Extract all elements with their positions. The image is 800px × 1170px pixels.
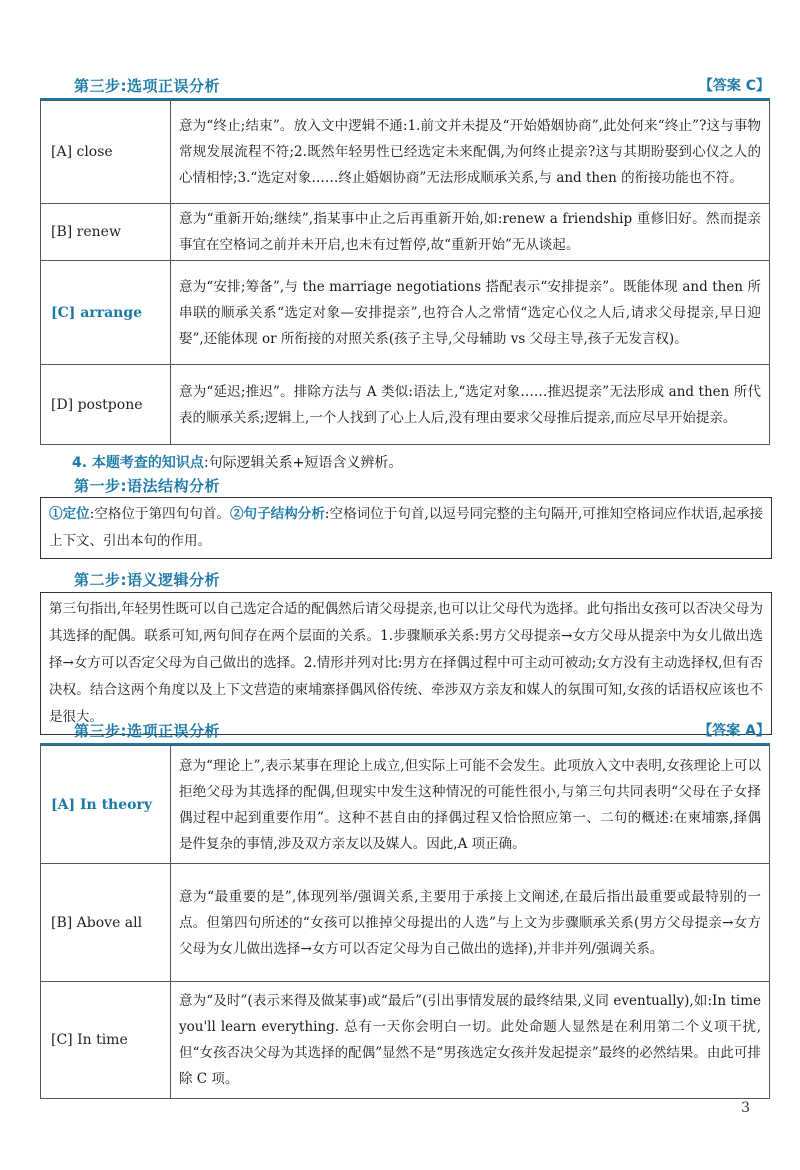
knowledge-point [72,452,402,472]
page-number: 3 [741,1100,750,1116]
option-description: 意为“及时”(表示来得及做某事)或“最后”(引出事情发展的最终结果,义同 eventually),如:In time you'll learn everything. 总有一天你会明白一切。此处命题人显然是在利用第二个义项干扰,但“女孩否决父母为其选择的配偶”显然不是“男孩选定女孩并发起提亲”最终的必然结果。由此可排除 C 项。 [171,982,770,1099]
option-label: [C] In time [41,982,171,1099]
step2-box [40,592,772,735]
section3-step-title: 第三步:选项正误分析 [74,721,220,740]
section3-header [40,717,770,743]
step1-text-position: :空格位于第四句句首。 [89,506,230,522]
section3-answer: 【答案 A】 [698,723,770,739]
table-row [41,365,770,445]
section1-header [40,72,770,98]
table-row [41,746,770,864]
option-label-correct: [C] arrange [41,261,171,365]
step1-text-structure: :空格词位于句首,以逗号同完整的主句隔开,可推知空格词应作状语,起承接上下文、引出本句的作用。 [49,506,764,549]
knowledge-point-text: :句际逻辑关系+短语含义辨析。 [203,455,403,471]
option-label-correct: [A] In theory [41,746,171,864]
option-description: 意为“重新开始;继续”,指某事中止之后再重新开始,如:renew a friendship 重修旧好。然而提亲事宜在空格词之前并未开启,也未有过暂停,故“重新开始”无从谈起。 [171,204,770,261]
step1-box [40,497,772,559]
section3-options-table [40,745,770,1099]
option-description: 意为“延迟;推迟”。排除方法与 A 类似:语法上,“选定对象……推迟提亲”无法形成 and then 所代表的顺承关系;逻辑上,一个人找到了心上人后,没有理由要求父母推后提亲,而应尽早开始提亲。 [171,365,770,445]
step1-title: 第一步:语法结构分析 [74,476,220,495]
option-description: 意为“终止;结束”。放入文中逻辑不通:1.前文并未提及“开始婚姻协商”,此处何来“终止”?这与事物常规发展流程不符;2.既然年轻男性已经选定未来配偶,为何终止提亲?这与其期盼娶到心仪之人的心情相悖;3.“选定对象……终止婚姻协商”无法形成顺承关系,与 and then 的衔接功能也不符。 [171,101,770,204]
step2-title: 第二步:语义逻辑分析 [74,570,220,589]
step1-highlight-position: ①定位 [49,506,90,522]
section1-step-title: 第三步:选项正误分析 [74,76,220,95]
option-description: 意为“理论上”,表示某事在理论上成立,但实际上可能不会发生。此项放入文中表明,女孩理论上可以拒绝父母为其选择的配偶,但现实中发生这种情况的可能性很小,与第三句共同表明“父母在子女择偶过程中起到重要作用”。这种不甚自由的择偶过程又恰恰照应第一、二句的概述:在柬埔寨,择偶是件复杂的事情,涉及双方亲友以及媒人。因此,A 项正确。 [171,746,770,864]
option-label: [D] postpone [41,365,171,445]
table-row [41,261,770,365]
option-description: 意为“安排;筹备”,与 the marriage negotiations 搭配表示“安排提亲”。既能体现 and then 所串联的顺承关系“选定对象—安排提亲”,也符合人之常情“选定心仪之人后,请求父母提亲,早日迎娶”,还能体现 or 所衔接的对照关系(孩子主导,父母辅助 vs 父母主导,孩子无发言权)。 [171,261,770,365]
table-row [41,982,770,1099]
step2-text: 第三句指出,年轻男性既可以自己选定合适的配偶然后请父母提亲,也可以让父母代为选择。此句指出女孩可以否决父母为其选择的配偶。联系可知,两句间存在两个层面的关系。1.步骤顺承关系:男方父母提亲→女方父母从提亲中为女儿做出选择→女方可以否定父母为自己做出的选择。2.情形并列对比:男方在择偶过程中可主动可被动;女方没有主动选择权,但有否决权。结合这两个角度以及上下文营造的柬埔寨择偶风俗传统、牵涉双方亲友和媒人的氛围可知,女孩的话语权应该也不是很大。 [49,601,763,725]
table-row [41,864,770,982]
option-description: 意为“最重要的是”,体现列举/强调关系,主要用于承接上文阐述,在最后指出最重要或最特别的一点。但第四句所述的“女孩可以推掉父母提出的人选”与上文为步骤顺承关系(男方父母提亲→女方父母为女儿做出选择→女方可以否定父母为自己做出的选择),并非并列/强调关系。 [171,864,770,982]
table-row [41,101,770,204]
section1-options-table [40,100,770,445]
option-label: [B] Above all [41,864,171,982]
step2-header [40,566,770,592]
step1-highlight-structure: ②句子结构分析 [229,506,325,522]
step1-header [40,472,770,498]
option-label: [A] close [41,101,171,204]
knowledge-point-head: 4. 本题考查的知识点 [72,455,204,471]
section1-answer: 【答案 C】 [698,78,770,94]
table-row [41,204,770,261]
option-label: [B] renew [41,204,171,261]
